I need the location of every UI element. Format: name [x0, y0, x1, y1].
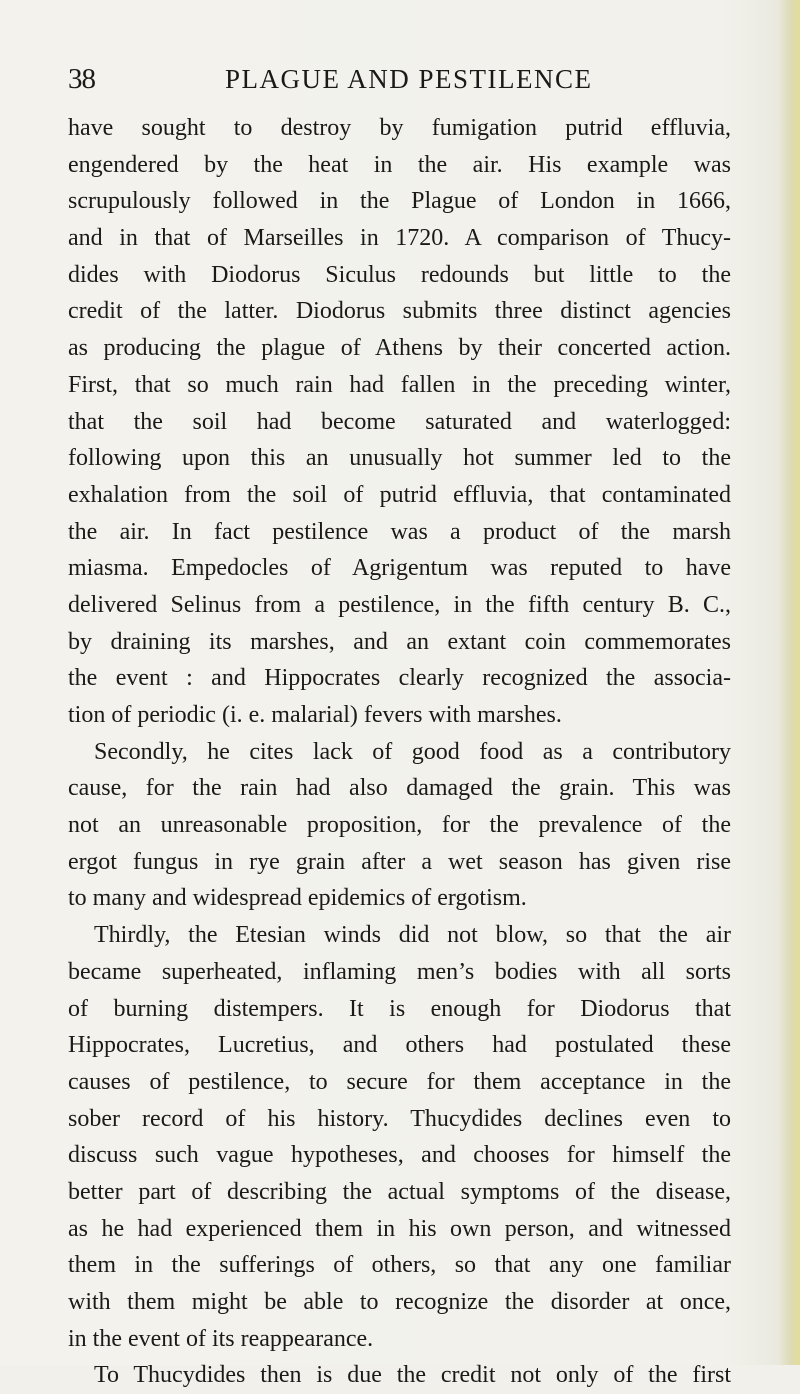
text-line: sober record of his history. Thucydides declines even to — [68, 1105, 731, 1132]
text-line: by draining its marshes, and an extant coin commemorates — [68, 628, 731, 655]
text-line: following upon this an unusually hot summer led to the — [68, 445, 731, 472]
text-line: credit of the latter. Diodorus submits three distinct agencies — [68, 298, 731, 325]
text-line: causes of pestilence, to secure for them acceptance in the — [68, 1068, 731, 1095]
running-head — [68, 62, 728, 96]
body-text — [68, 110, 731, 1394]
text-line: discuss such vague hypotheses, and chooses for himself the — [68, 1142, 731, 1169]
text-line: tion of periodic (i. e. malarial) fevers with marshes. — [68, 702, 562, 728]
text-line: Thirdly, the Etesian winds did not blow, so that the air — [94, 922, 731, 949]
text-line: to many and widespread epidemics of ergotism. — [68, 885, 527, 912]
text-line: delivered Selinus from a pestilence, in the fifth century B. C., — [68, 591, 731, 618]
text-line: First, that so much rain had fallen in the preceding winter, — [68, 371, 731, 398]
text-line: Hippocrates, Lucretius, and others had postulated these — [68, 1032, 731, 1059]
text-line: the air. In fact pestilence was a product of the marsh — [68, 518, 731, 545]
text-line: that the soil had become saturated and waterlogged: — [68, 408, 731, 435]
text-line: the event : and Hippocrates clearly recognized the associa- — [68, 665, 731, 692]
text-line: dides with Diodorus Siculus redounds but little to the — [68, 261, 731, 288]
text-line: cause, for the rain had also damaged the grain. This was — [68, 775, 731, 802]
text-line: and in that of Marseilles in 1720. A comparison of Thucy- — [68, 225, 731, 252]
text-line: better part of describing the actual symptoms of the disease, — [68, 1178, 731, 1205]
text-line: in the event of its reappearance. — [68, 1325, 374, 1352]
page-edge-shadow — [778, 0, 800, 1365]
text-line: have sought to destroy by fumigation putrid effluvia, — [68, 115, 731, 141]
page-number: 38 — [68, 63, 95, 95]
text-line: as producing the plague of Athens by their concerted action. — [68, 335, 731, 362]
text-line: not an unreasonable proposition, for the prevalence of the — [68, 812, 731, 839]
text-line: scrupulously followed in the Plague of London in 1666, — [68, 188, 731, 215]
text-line: exhalation from the soil of putrid effluvia, that contaminated — [68, 481, 731, 508]
text-line: Secondly, he cites lack of good food as a contributory — [94, 738, 731, 765]
text-line: became superheated, inflaming men’s bodies with all sorts — [68, 958, 731, 985]
text-line: of burning distempers. It is enough for Diodorus that — [68, 995, 731, 1022]
text-line: as he had experienced them in his own person, and witnessed — [68, 1215, 731, 1242]
text-line: with them might be able to recognize the disorder at once, — [68, 1289, 731, 1315]
running-title: PLAGUE AND PESTILENCE — [225, 64, 593, 94]
text-line: engendered by the heat in the air. His example was — [68, 151, 731, 178]
text-line: them in the sufferings of others, so that any one familiar — [68, 1252, 731, 1279]
text-line: miasma. Empedocles of Agrigentum was reputed to have — [68, 555, 731, 582]
text-line: To Thucydides then is due the credit not only of the first — [94, 1362, 731, 1389]
text-line: ergot fungus in rye grain after a wet season has given rise — [68, 848, 731, 875]
